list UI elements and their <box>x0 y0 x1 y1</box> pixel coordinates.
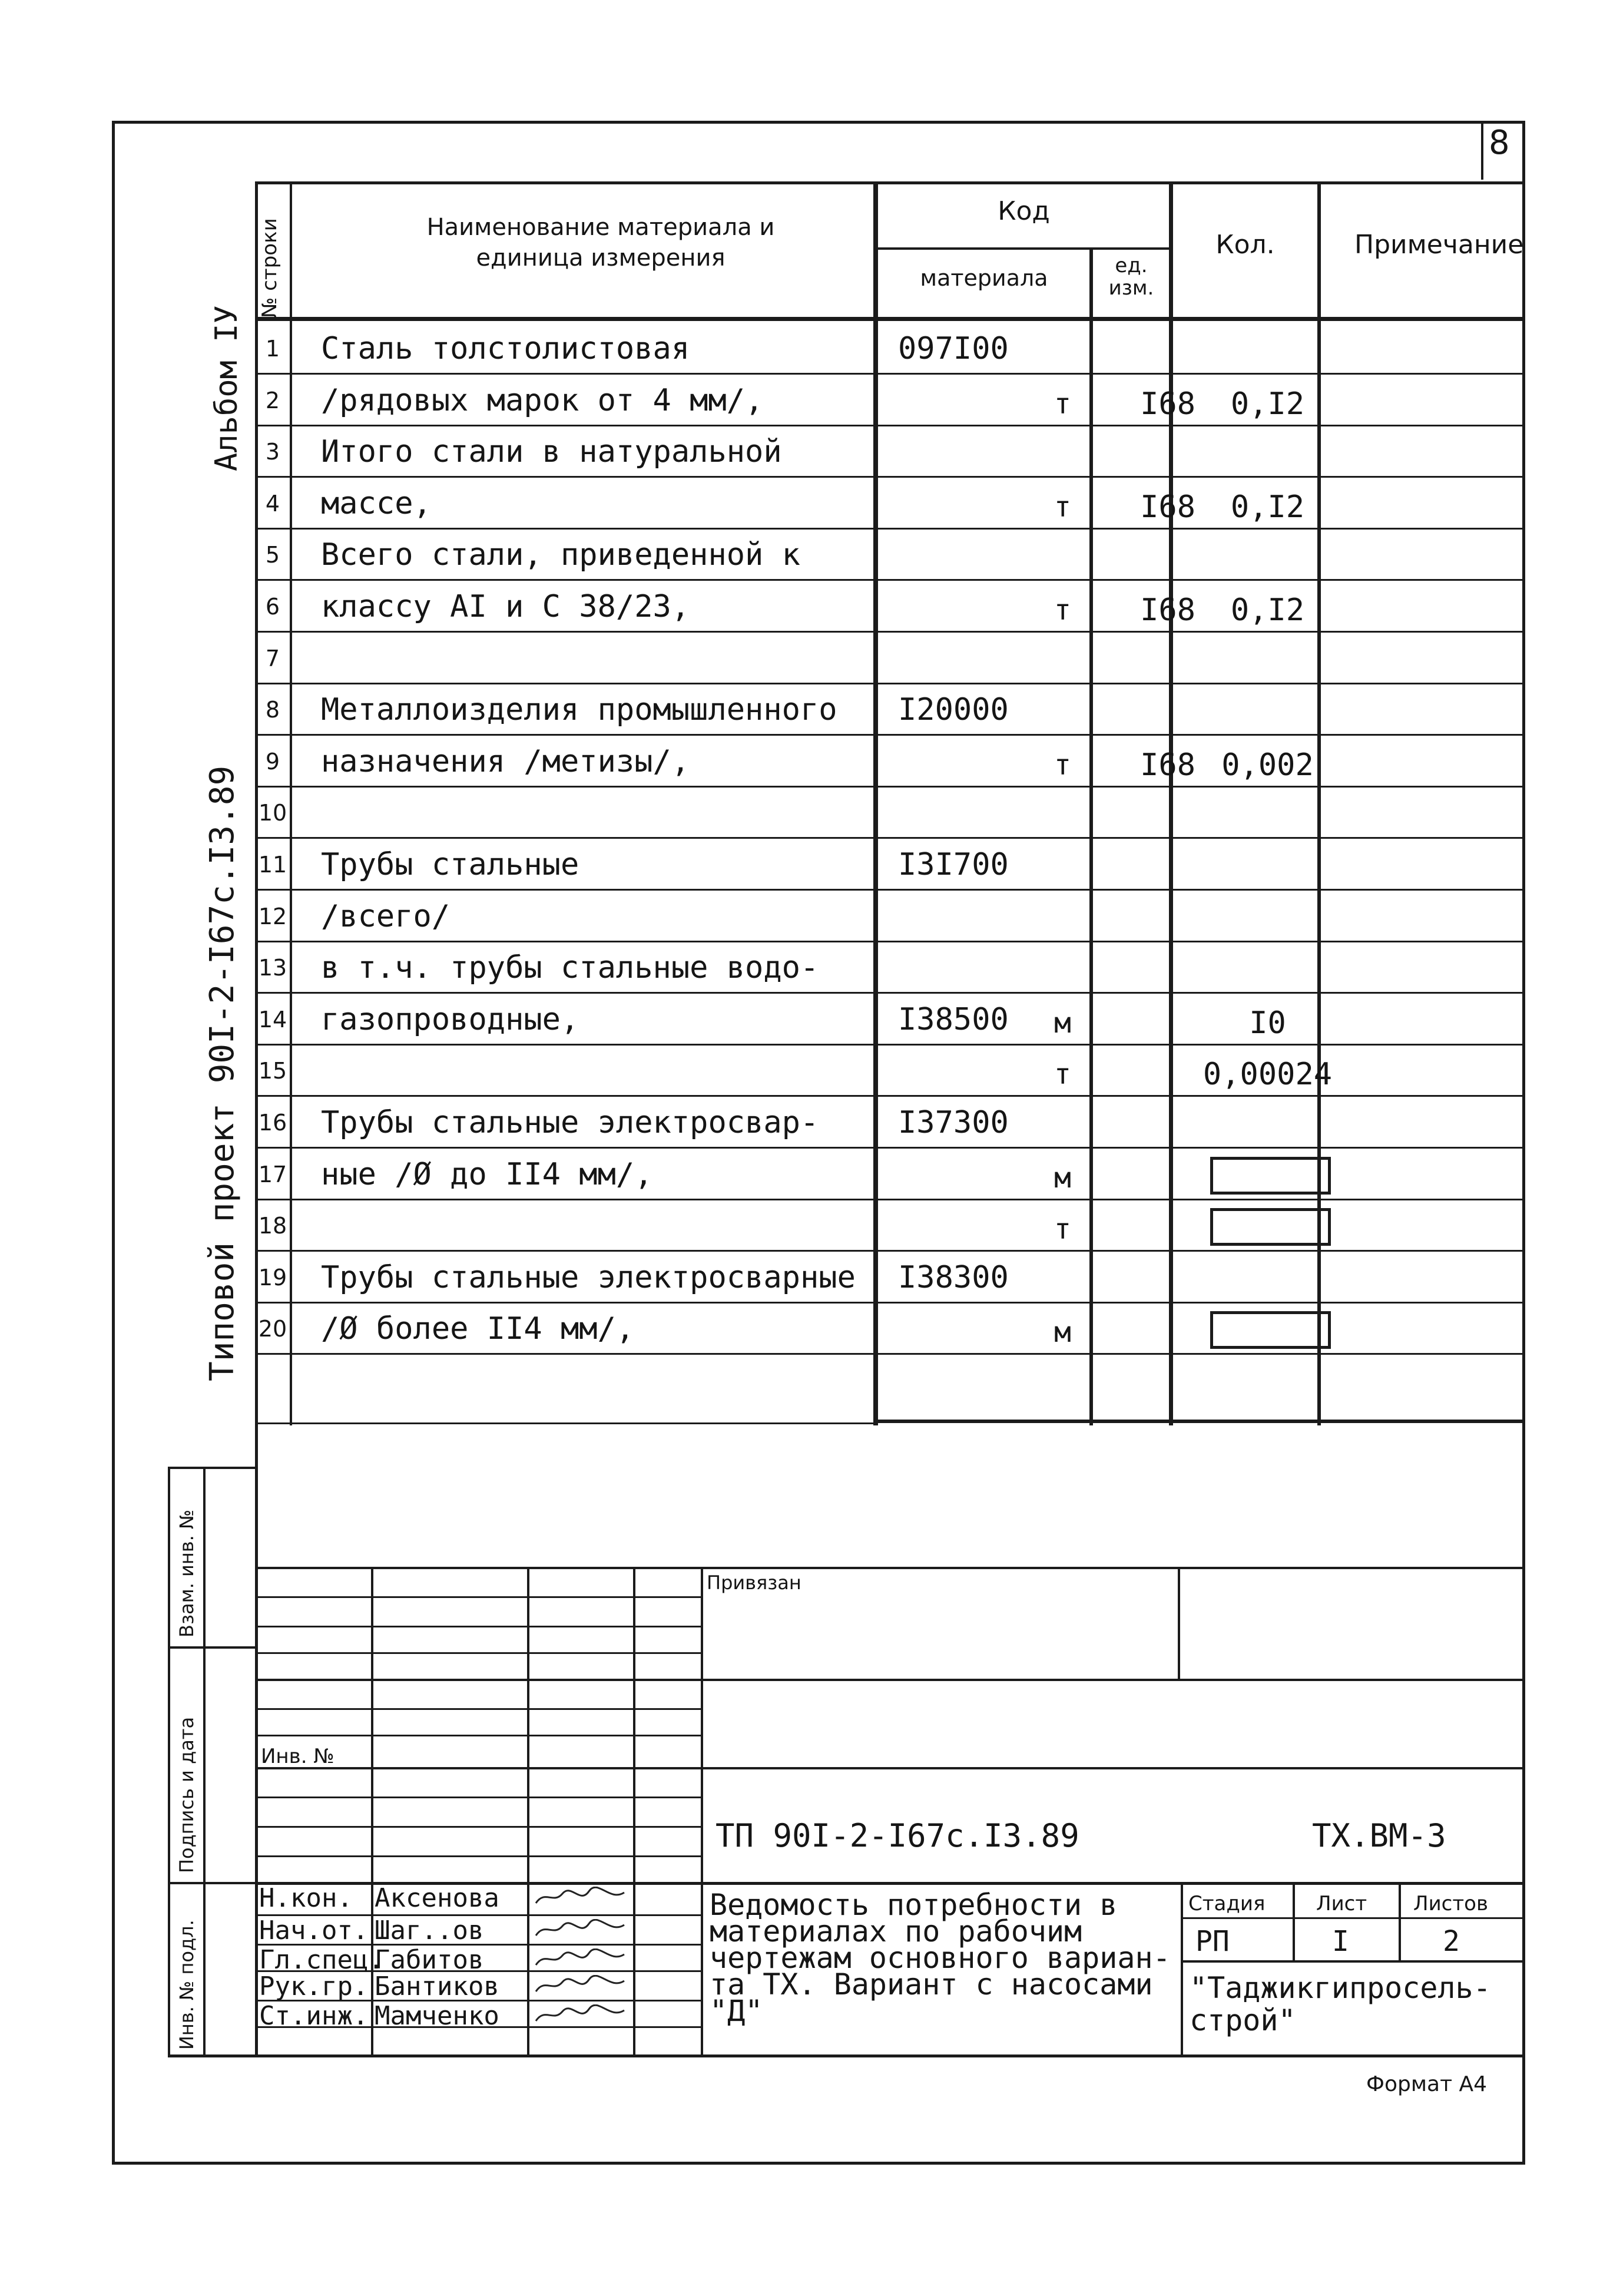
quantity <box>1198 684 1337 736</box>
material-code <box>898 581 1092 633</box>
unit-code <box>1116 787 1195 839</box>
tb-stage-mid1 <box>1293 1882 1295 1961</box>
quantity <box>1198 529 1337 581</box>
row-number: 18 <box>258 1213 287 1239</box>
signature <box>533 1948 627 1970</box>
quantity: 0,I2 <box>1230 593 1305 628</box>
row-number: 15 <box>258 1058 287 1084</box>
material-code: I20000 <box>898 692 1009 727</box>
material-code <box>898 1045 1092 1097</box>
sheets-value: 2 <box>1443 1925 1460 1958</box>
doc-title-line4: та ТХ. Вариант с насосами <box>710 1967 1153 2001</box>
material-name: Трубы стальные электросварные <box>321 1260 856 1295</box>
sheet-label: Лист <box>1316 1892 1367 1915</box>
tb-hline-f <box>255 1735 703 1736</box>
row-number: 20 <box>258 1316 287 1342</box>
signature <box>533 2004 627 2026</box>
quantity: 0,I2 <box>1230 489 1305 525</box>
frame-left <box>112 121 115 2165</box>
tb-stage-mid2 <box>1399 1882 1401 1961</box>
tb-stage-h2 <box>1181 1960 1522 1963</box>
stamp-sep2 <box>168 1882 256 1884</box>
inv-no-label: Инв. № <box>261 1745 334 1768</box>
name-header-line2: единица измерения <box>476 244 726 272</box>
staff-name: Аксенова <box>375 1883 499 1913</box>
row-number: 16 <box>258 1110 287 1136</box>
material-name: назначения /метизы/, <box>321 744 690 779</box>
quantity <box>1198 839 1337 891</box>
table-top-line <box>255 181 1522 184</box>
material-code <box>898 891 1092 942</box>
material-code <box>898 1303 1092 1355</box>
format-label: Формат А4 <box>1366 2072 1488 2096</box>
frame-bottom <box>112 2162 1525 2165</box>
stamp-inv-podl: Инв. № подл. <box>175 1920 198 2050</box>
unit-code: I68 <box>1140 747 1195 783</box>
quantity <box>1198 891 1337 942</box>
tb-hline-g <box>255 1767 1522 1769</box>
staff-name: Бантиков <box>375 1971 499 2001</box>
stamp-left-line <box>168 1467 170 2056</box>
tb-left-line <box>255 1422 258 2056</box>
material-code <box>898 375 1092 426</box>
material-code: I38300 <box>898 1260 1009 1295</box>
row-number: 12 <box>258 904 287 929</box>
row-number: 19 <box>258 1265 287 1291</box>
material-name <box>321 787 851 839</box>
staff-role: Рук.гр. <box>259 1971 369 2001</box>
quantity-box <box>1210 1157 1331 1195</box>
measure-unit: т <box>1054 1213 1071 1246</box>
tb-hline-i <box>255 1826 703 1828</box>
unit-code <box>1116 684 1195 736</box>
material-name: Трубы стальные электросвар- <box>321 1105 819 1140</box>
row-num-header: № строки <box>258 218 281 318</box>
tb-hline-d <box>255 1679 1522 1681</box>
quantity <box>1198 1252 1337 1304</box>
stage-value: РП <box>1195 1925 1230 1958</box>
unit-code <box>1116 1149 1195 1200</box>
tb-top-line <box>255 1567 1522 1569</box>
row-number: 10 <box>258 800 287 826</box>
signature <box>533 1919 627 1940</box>
material-code <box>898 942 1092 994</box>
doc-code: ТП 90I-2-I67с.I3.89 <box>715 1817 1079 1854</box>
unit-code: I68 <box>1140 593 1195 628</box>
quantity <box>1198 633 1337 684</box>
material-name: ные /Ø до II4 мм/, <box>321 1157 653 1192</box>
row-number: 5 <box>265 542 280 568</box>
material-code: I38500 <box>898 1002 1009 1037</box>
doc-title <box>710 1888 1171 2028</box>
doc-mark: ТХ.ВМ-3 <box>1312 1817 1446 1854</box>
header-bottom-line <box>255 317 1522 321</box>
material-name: массе, <box>321 486 432 521</box>
material-name: Сталь толстолистовая <box>321 331 690 366</box>
tb-vline-2 <box>527 1567 529 2056</box>
tb-hline-h <box>255 1797 703 1798</box>
row-number: 13 <box>258 955 287 981</box>
material-code <box>898 529 1092 581</box>
measure-unit: м <box>1054 1162 1071 1195</box>
unit-code: I68 <box>1140 489 1195 525</box>
material-code <box>898 1149 1092 1200</box>
unit-code <box>1116 1097 1195 1149</box>
material-name: /Ø более II4 мм/, <box>321 1311 635 1346</box>
material-name <box>321 1200 851 1252</box>
tb-hline-b <box>255 1626 703 1627</box>
unit-code <box>1116 529 1195 581</box>
unit-header-line2: изм. <box>1108 276 1154 300</box>
row-number: 14 <box>258 1007 287 1033</box>
quantity <box>1198 426 1337 478</box>
page-number-divider <box>1481 124 1483 180</box>
material-name: Трубы стальные <box>321 847 579 882</box>
staff-name: Шаг..ов <box>375 1915 484 1946</box>
staff-role: Гл.спец. <box>259 1945 384 1975</box>
unit-header-line1: ед. <box>1115 254 1148 277</box>
material-name: Металлоизделия промышленного <box>321 692 837 727</box>
quantity: 0,00024 <box>1203 1057 1333 1092</box>
tb-stage-left <box>1181 1882 1183 2056</box>
quantity <box>1198 942 1337 994</box>
code-col-line <box>873 181 878 1425</box>
row-number: 8 <box>265 697 280 723</box>
measure-unit: т <box>1054 1058 1071 1091</box>
doc-title-line5: "Д" <box>710 1994 763 2028</box>
sheets-label: Листов <box>1413 1892 1489 1915</box>
tb-stage-h1 <box>1181 1917 1522 1919</box>
staff-name: Габитов <box>375 1945 484 1975</box>
unit-code: I68 <box>1140 386 1195 422</box>
measure-unit: т <box>1054 749 1071 782</box>
page-number: 8 <box>1489 124 1510 162</box>
tb-vline-3 <box>633 1567 635 2056</box>
doc-title-line3: чертежам основного вариан- <box>710 1941 1171 1975</box>
row-number: 1 <box>265 336 280 362</box>
code-header: Код <box>998 196 1050 226</box>
material-name: классу АI и С 38/23, <box>321 589 690 624</box>
material-code <box>898 633 1092 684</box>
tb-privyazan-right <box>1178 1567 1180 1679</box>
row-separator <box>255 1353 1522 1355</box>
table-bottom-line-left <box>255 1422 873 1424</box>
project-label: Типовой проект 90I-2-I67с.I3.89 <box>203 765 241 1381</box>
tb-vline-4 <box>701 1567 703 2056</box>
measure-unit: т <box>1054 594 1071 627</box>
material-name: /рядовых марок от 4 мм/, <box>321 383 764 418</box>
stamp-podpis: Подпись и дата <box>175 1716 198 1873</box>
measure-unit: м <box>1054 1316 1071 1349</box>
material-code <box>898 736 1092 788</box>
num-col-line <box>290 181 292 1425</box>
measure-unit: т <box>1054 491 1071 524</box>
row-number: 9 <box>265 749 280 775</box>
qty-header: Кол. <box>1215 230 1275 260</box>
unit-code <box>1116 323 1195 375</box>
name-header <box>353 212 848 273</box>
tb-hline-e <box>255 1708 703 1710</box>
quantity-box <box>1210 1311 1331 1349</box>
unit-code <box>1116 1252 1195 1304</box>
row-number: 4 <box>265 491 280 517</box>
material-code: 097I00 <box>898 331 1009 366</box>
stamp-sep1 <box>168 1646 256 1649</box>
quantity <box>1198 1097 1337 1149</box>
staff-name: Мамченко <box>375 2001 499 2031</box>
stamp-mid-line <box>203 1467 206 2056</box>
material-name: Итого стали в натуральной <box>321 434 782 469</box>
material-name <box>321 1045 851 1097</box>
stamp-top-line <box>168 1467 256 1469</box>
doc-title-line2: материалах по рабочим <box>710 1914 1082 1948</box>
quantity: 0,002 <box>1221 747 1314 783</box>
material-code <box>898 426 1092 478</box>
unit-code <box>1116 891 1195 942</box>
unit-code <box>1116 1200 1195 1252</box>
row-number: 3 <box>265 439 280 465</box>
measure-unit: м <box>1054 1007 1071 1040</box>
material-code: I37300 <box>898 1105 1009 1140</box>
organization-line2: строй" <box>1190 2003 1296 2037</box>
organization-line1: "Таджикгипросель- <box>1190 1971 1491 2005</box>
signature <box>533 1887 627 1908</box>
stamp-vzam: Взам. инв. № <box>175 1509 198 1637</box>
material-name: /всего/ <box>321 899 450 934</box>
unit-code <box>1116 1045 1195 1097</box>
row-number: 7 <box>265 646 280 671</box>
tb-bottom-line <box>168 2055 1522 2057</box>
row-number: 17 <box>258 1162 287 1187</box>
staff-role: Нач.от. <box>259 1915 369 1946</box>
staff-role: Н.кон. <box>259 1883 353 1913</box>
quantity-box <box>1210 1208 1331 1246</box>
frame-top <box>112 121 1525 124</box>
row-number: 11 <box>258 852 287 878</box>
note-header: Примечание <box>1354 230 1524 260</box>
material-name: Всего стали, приведенной к <box>321 537 800 573</box>
unit-code <box>1116 839 1195 891</box>
organization <box>1190 1972 1491 2037</box>
sheet-value: I <box>1332 1925 1349 1958</box>
unit-code <box>1116 426 1195 478</box>
signature <box>533 1975 627 1996</box>
row-number: 2 <box>265 388 280 413</box>
staff-role: Ст.инж. <box>259 2001 369 2031</box>
material-code: I3I700 <box>898 847 1009 882</box>
tb-hline-j <box>255 1855 703 1857</box>
quantity <box>1198 787 1337 839</box>
doc-title-line1: Ведомость потребности в <box>710 1888 1118 1922</box>
unit-code <box>1116 633 1195 684</box>
unit-header <box>1093 254 1170 299</box>
unit-code <box>1116 1303 1195 1355</box>
frame-right <box>1522 121 1525 2165</box>
material-name <box>321 633 851 684</box>
material-code <box>898 478 1092 530</box>
quantity: I0 <box>1249 1005 1286 1041</box>
album-label: Альбом IУ <box>209 305 244 471</box>
measure-unit: т <box>1054 388 1071 421</box>
name-header-line1: Наименование материала и <box>426 214 775 241</box>
material-header: материала <box>920 265 1048 291</box>
tb-hline-c <box>255 1652 703 1654</box>
tb-hline-a <box>255 1596 703 1598</box>
quantity: 0,I2 <box>1230 386 1305 422</box>
material-name: газопроводные, <box>321 1002 579 1037</box>
table-bottom-line <box>873 1420 1522 1423</box>
unit-code <box>1116 942 1195 994</box>
code-header-line <box>873 247 1171 250</box>
row-number: 6 <box>265 594 280 620</box>
material-code <box>898 787 1092 839</box>
quantity <box>1198 323 1337 375</box>
stage-label: Стадия <box>1188 1892 1266 1915</box>
unit-code <box>1116 994 1195 1046</box>
privyazan-label: Привязан <box>707 1572 801 1594</box>
material-name: в т.ч. трубы стальные водо- <box>321 950 819 985</box>
tb-vline-1 <box>371 1567 373 2056</box>
material-code <box>898 1200 1092 1252</box>
